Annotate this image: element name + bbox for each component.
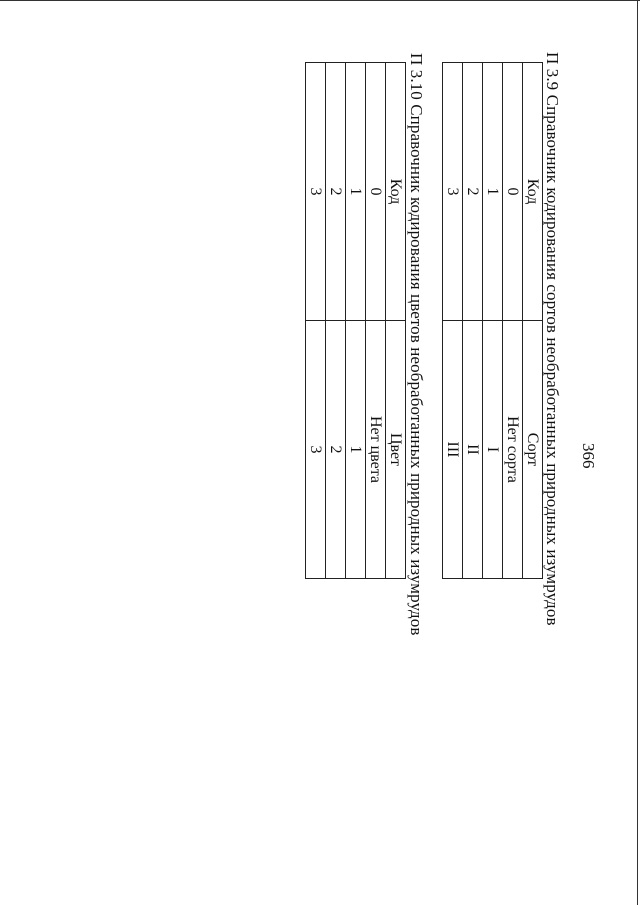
cell-code: 0 [366,63,386,321]
table-title-3-10: П 3.10 Справочник кодирования цветов необработанных природных изумрудов [407,53,426,636]
cell-code: 2 [463,63,483,321]
table-header-row [386,63,406,579]
column-header-color: Цвет [386,321,406,579]
table-row [483,63,503,579]
table-row [443,63,463,579]
column-header-grade: Сорт [523,321,543,579]
cell-code: 0 [503,63,523,321]
cell-code: 3 [306,63,326,321]
cell-code: 1 [483,63,503,321]
column-header-code: Код [386,63,406,321]
cell-code: 3 [443,63,463,321]
cell-grade: III [443,321,463,579]
table-row [503,63,523,579]
table-header-row [523,63,543,579]
column-header-code: Код [523,63,543,321]
table-grades [442,62,543,579]
table-row [366,63,386,579]
table-row [306,63,326,579]
table-title-3-9: П 3.9 Справочник кодирования сортов необработанных природных изумрудов [543,52,562,626]
table-row [326,63,346,579]
cell-grade: Нет сорта [503,321,523,579]
cell-color: 2 [326,321,346,579]
cell-grade: I [483,321,503,579]
cell-code: 2 [326,63,346,321]
cell-code: 1 [346,63,366,321]
cell-color: Нет цвета [366,321,386,579]
cell-color: 1 [346,321,366,579]
cell-grade: II [463,321,483,579]
page-number: 366 [579,443,598,469]
table-row [346,63,366,579]
cell-color: 3 [306,321,326,579]
table-row [463,63,483,579]
table-colors [305,62,406,579]
